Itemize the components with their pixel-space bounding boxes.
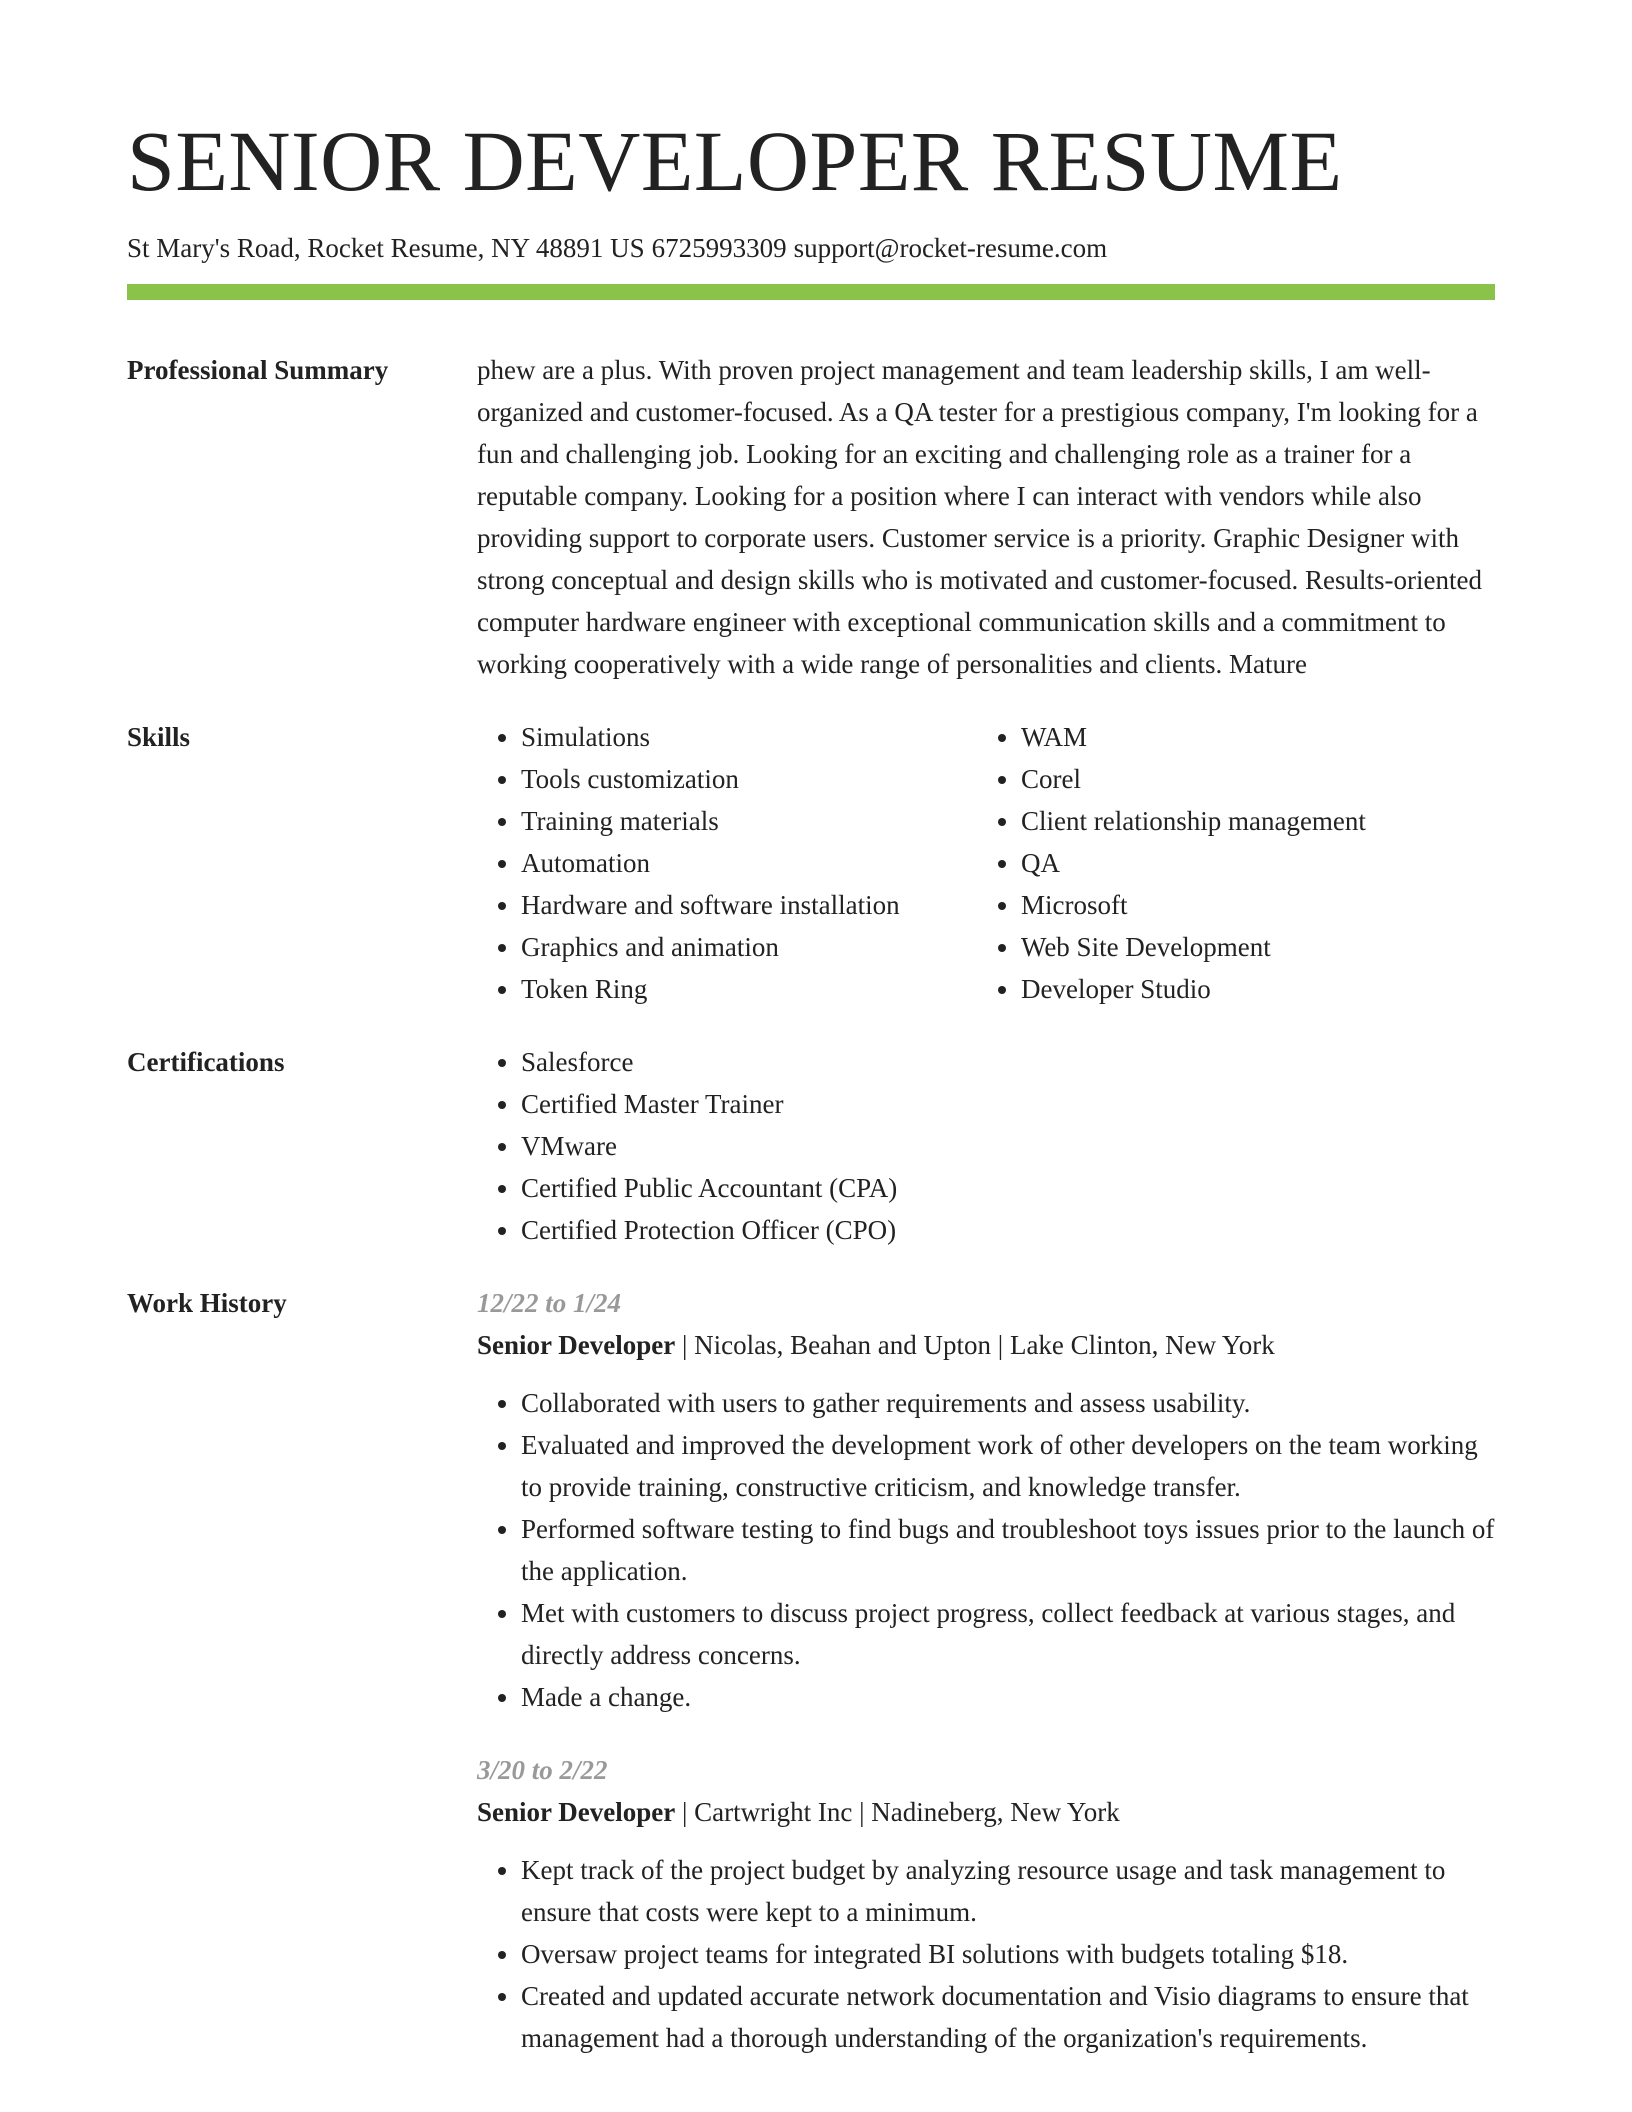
job-dates: 12/22 to 1/24 bbox=[477, 1288, 622, 1318]
skill-item: • Training materials bbox=[521, 800, 977, 842]
skills-section bbox=[127, 716, 1495, 1010]
job-bullet: • Met with customers to discuss project progress, collect feedback at various stages, and directly address concerns. bbox=[521, 1592, 1495, 1676]
job-details: | Cartwright Inc | Nadineberg, New York bbox=[675, 1797, 1120, 1827]
skills-list-left bbox=[477, 716, 977, 1010]
job-heading bbox=[477, 1791, 1495, 1833]
summary-text: phew are a plus. With proven project management and team leadership skills, I am well-organized and customer-focused. As a QA tester for a prestigious company, I'm looking for a fun and challenging job. Looking for an exciting and challenging role as a trainer for a reputable company. Looking for a position where I can interact with vendors while also providing support to corporate users. Customer service is a priority. Graphic Designer with strong conceptual and design skills who is motivated and customer-focused. Results-oriented computer hardware engineer with exceptional communication skills and a commitment to working cooperatively with a wide range of personalities and clients. Mature bbox=[477, 355, 1482, 679]
job-title: Senior Developer bbox=[477, 1330, 676, 1360]
job-details: | Nicolas, Beahan and Upton | Lake Clinton, New York bbox=[675, 1330, 1275, 1360]
job-bullet: • Oversaw project teams for integrated BI solutions with budgets totaling $18. bbox=[521, 1933, 1495, 1975]
job-bullet: • Collaborated with users to gather requirements and assess usability. bbox=[521, 1382, 1495, 1424]
resume-sections bbox=[127, 349, 1495, 2090]
skill-item: • Developer Studio bbox=[1021, 968, 1483, 1010]
work-history-heading: Work History bbox=[127, 1288, 287, 1318]
job-bullet: • Kept track of the project budget by analyzing resource usage and task management to ensure that costs were kept to a minimum. bbox=[521, 1849, 1495, 1933]
resume-title: SENIOR DEVELOPER RESUME bbox=[127, 113, 1343, 209]
summary-section bbox=[127, 349, 1495, 685]
job-title: Senior Developer bbox=[477, 1797, 676, 1827]
skills-heading: Skills bbox=[127, 722, 191, 752]
job-bullets bbox=[477, 1849, 1495, 2059]
work-history-section bbox=[127, 1282, 1495, 2059]
skill-item: • Web Site Development bbox=[1021, 926, 1483, 968]
contact-address: St Mary's Road, Rocket Resume, NY 48891 US bbox=[127, 233, 645, 263]
job-entry bbox=[477, 1749, 1495, 2059]
skill-item: • Graphics and animation bbox=[521, 926, 977, 968]
certification-item: • VMware bbox=[521, 1125, 1495, 1167]
contact-email: support@rocket-resume.com bbox=[793, 233, 1108, 263]
skill-item: • WAM bbox=[1021, 716, 1483, 758]
skill-item: • Token Ring bbox=[521, 968, 977, 1010]
skill-item: • Client relationship management bbox=[1021, 800, 1483, 842]
job-bullet: • Created and updated accurate network documentation and Visio diagrams to ensure that management had a thorough understanding of the organization's requirements. bbox=[521, 1975, 1495, 2059]
skill-item: • Hardware and software installation bbox=[521, 884, 977, 926]
job-entry bbox=[477, 1282, 1495, 1718]
skill-item: • Tools customization bbox=[521, 758, 977, 800]
skill-item: • Simulations bbox=[521, 716, 977, 758]
job-dates: 3/20 to 2/22 bbox=[477, 1755, 608, 1785]
skills-list-right bbox=[977, 716, 1483, 1010]
certifications-heading: Certifications bbox=[127, 1047, 285, 1077]
skill-item: • Automation bbox=[521, 842, 977, 884]
certification-item: • Salesforce bbox=[521, 1041, 1495, 1083]
job-bullet: • Performed software testing to find bugs and troubleshoot toys issues prior to the launch of the application. bbox=[521, 1508, 1495, 1592]
certifications-section bbox=[127, 1041, 1495, 1251]
job-heading bbox=[477, 1324, 1495, 1366]
job-bullet: • Made a change. bbox=[521, 1676, 1495, 1718]
skill-item: • Corel bbox=[1021, 758, 1483, 800]
job-bullet: • Evaluated and improved the development work of other developers on the team working to provide training, constructive criticism, and knowledge transfer. bbox=[521, 1424, 1495, 1508]
skill-item: • Microsoft bbox=[1021, 884, 1483, 926]
certification-item: • Certified Public Accountant (CPA) bbox=[521, 1167, 1495, 1209]
contact-line bbox=[127, 230, 1107, 266]
summary-heading: Professional Summary bbox=[127, 355, 389, 385]
certification-item: • Certified Protection Officer (CPO) bbox=[521, 1209, 1495, 1251]
header-divider bbox=[127, 284, 1495, 300]
skill-item: • QA bbox=[1021, 842, 1483, 884]
contact-phone: 6725993309 bbox=[651, 233, 787, 263]
job-bullets bbox=[477, 1382, 1495, 1718]
certifications-list bbox=[477, 1041, 1495, 1251]
certification-item: • Certified Master Trainer bbox=[521, 1083, 1495, 1125]
